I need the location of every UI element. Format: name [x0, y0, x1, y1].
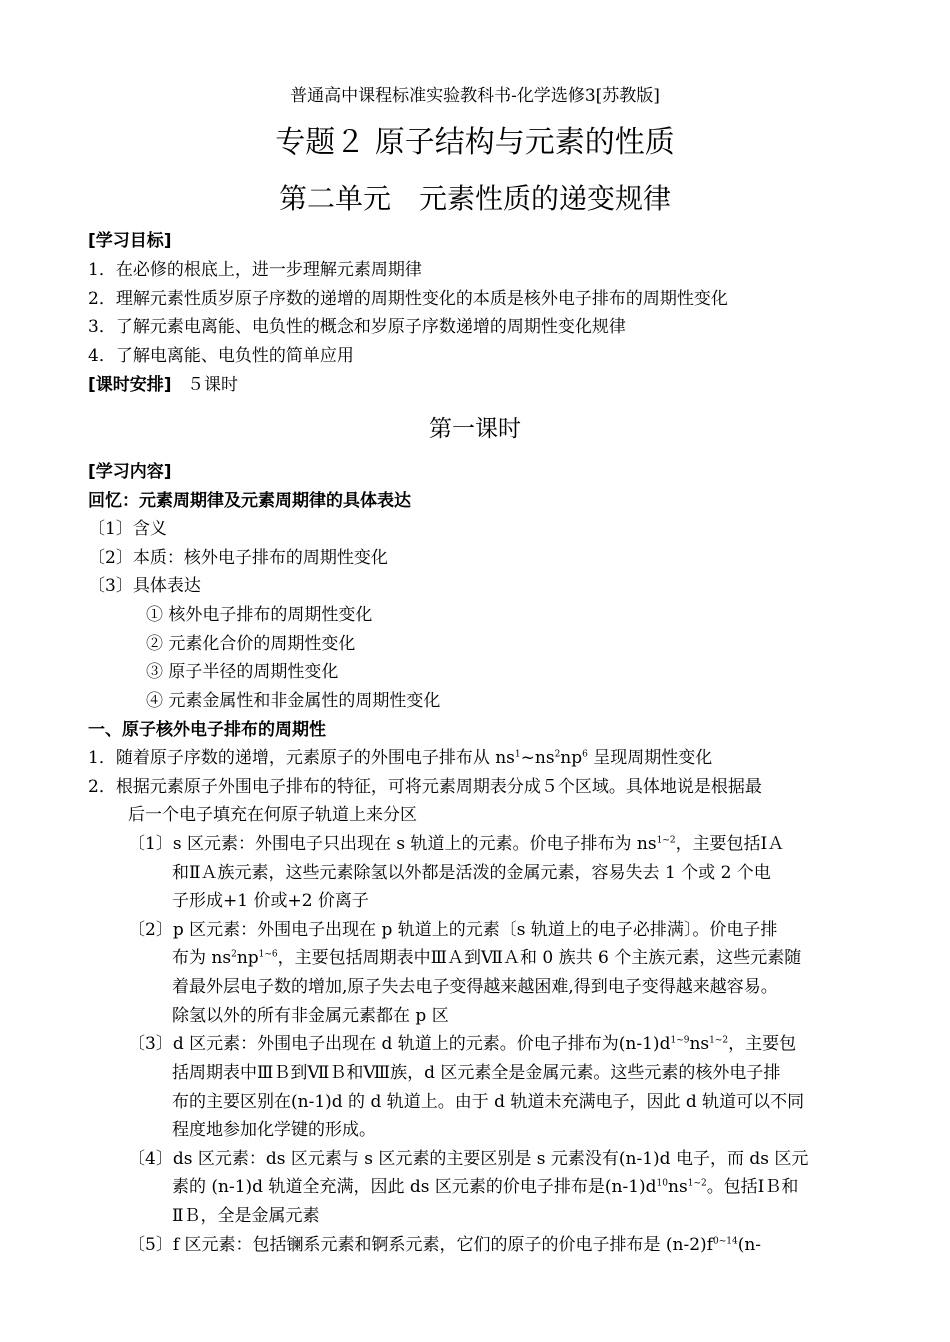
p-block-line: 除氢以外的所有非金属元素都在 p 区 — [172, 1006, 449, 1026]
review-title: 回忆：元素周期律及元素周期律的具体表达 — [88, 491, 411, 511]
unit-title: 第二单元 元素性质的递变规律 — [278, 182, 671, 215]
objective-item: 4．了解电离能、电负性的简单应用 — [88, 346, 354, 366]
review-subitem: ③ 原子半径的周期性变化 — [146, 662, 339, 682]
ds-block-line: ⅡＢ，全是金属元素 — [172, 1206, 320, 1226]
d-block-line: 括周期表中ⅢＢ到ⅦＢ和Ⅷ族，d 区元素全是金属元素。这些元素的核外电子排 — [172, 1063, 781, 1083]
objectives-heading: [学习目标] — [88, 231, 172, 251]
f-block-line: 〔5〕f 区元素：包括镧系元素和锕系元素，它们的原子的价电子排布是 $(n-2)f^{0\sim 14}(n-$ — [128, 1235, 762, 1255]
s-block-line: 子形成+1 价或+2 价离子 — [172, 891, 369, 911]
objective-item: 2．理解元素性质岁原子序数的递增的周期性变化的本质是核外电子排布的周期性变化 — [88, 289, 728, 309]
series-header: 普通高中课程标准实验教科书-化学选修3[苏教版] — [290, 86, 660, 106]
s-block-line: 〔1〕s 区元素：外围电子只出现在 s 轨道上的元素。价电子排布为 $ns^{1\sim 2}$，主要包括ⅠＡ — [128, 834, 785, 854]
review-item: 〔2〕本质：核外电子排布的周期性变化 — [88, 548, 388, 568]
schedule-line — [88, 373, 238, 397]
review-item: 〔3〕具体表达 — [88, 576, 201, 596]
d-block-line: 布的主要区别在(n-1)d 的 d 轨道上。由于 d 轨道未充满电子，因此 d 轨道可以不同 — [172, 1092, 805, 1112]
p-block-line: 着最外层电子数的增加,原子失去电子变得越来越困难,得到电子变得越来越容易。 — [172, 977, 778, 997]
schedule-value: ５课时 — [186, 375, 238, 395]
d-block-line: 程度地参加化学键的形成。 — [172, 1120, 376, 1140]
p-block-line: 布为 $ns^2np^{1\sim 6}$，主要包括周期表中ⅢＡ到ⅦＡ和 0 族共 6 个主族元素，这些元素随 — [172, 948, 802, 968]
objective-item: 3．了解元素电离能、电负性的概念和岁原子序数递增的周期性变化规律 — [88, 317, 626, 337]
section1-paragraph-1: 1．随着原子序数的递增，元素原子的外围电子排布从 $ns^1\sim ns^2np^6$ 呈现周期性变化 — [88, 748, 713, 768]
s-block-line: 和ⅡＡ族元素，这些元素除氢以外都是活泼的金属元素，容易失去 1 个或 2 个电 — [172, 863, 771, 883]
section1-paragraph-2: 2．根据元素原子外围电子排布的特征，可将元素周期表分成５个区域。具体地说是根据最 — [88, 777, 762, 797]
objective-item: 1．在必修的根底上，进一步理解元素周期律 — [88, 260, 422, 280]
ds-block-line: 〔4〕ds 区元素：ds 区元素与 s 区元素的主要区别是 s 元素没有(n-1)d 电子，而 ds 区元 — [128, 1149, 809, 1169]
review-item: 〔1〕含义 — [88, 519, 167, 539]
d-block-line: 〔3〕d 区元素：外围电子出现在 d 轨道上的元素。价电子排布为$(n-1)d^{1\sim 9}ns^{1\sim 2}$，主要包 — [128, 1034, 797, 1054]
section1-title: 一、原子核外电子排布的周期性 — [88, 720, 326, 740]
review-subitem: ④ 元素金属性和非金属性的周期性变化 — [146, 691, 441, 711]
topic-title: 专题２ 原子结构与元素的性质 — [275, 125, 675, 160]
review-subitem: ② 元素化合价的周期性变化 — [146, 634, 356, 654]
ds-block-line: 素的 (n-1)d 轨道全充满，因此 ds 区元素的价电子排布是$(n-1)d^{10}ns^{1\sim 2}$。包括ⅠＢ和 — [172, 1177, 799, 1197]
review-subitem: ① 核外电子排布的周期性变化 — [146, 605, 373, 625]
p-block-line: 〔2〕p 区元素：外围电子出现在 p 轨道上的元素〔s 轨道上的电子必排满〕。价电子排 — [128, 920, 778, 940]
section1-paragraph-2-cont: 后一个电子填充在何原子轨道上来分区 — [128, 805, 417, 825]
lesson-title: 第一课时 — [429, 416, 521, 442]
content-heading: [学习内容] — [88, 462, 172, 482]
schedule-label: [课时安排] — [88, 375, 172, 395]
